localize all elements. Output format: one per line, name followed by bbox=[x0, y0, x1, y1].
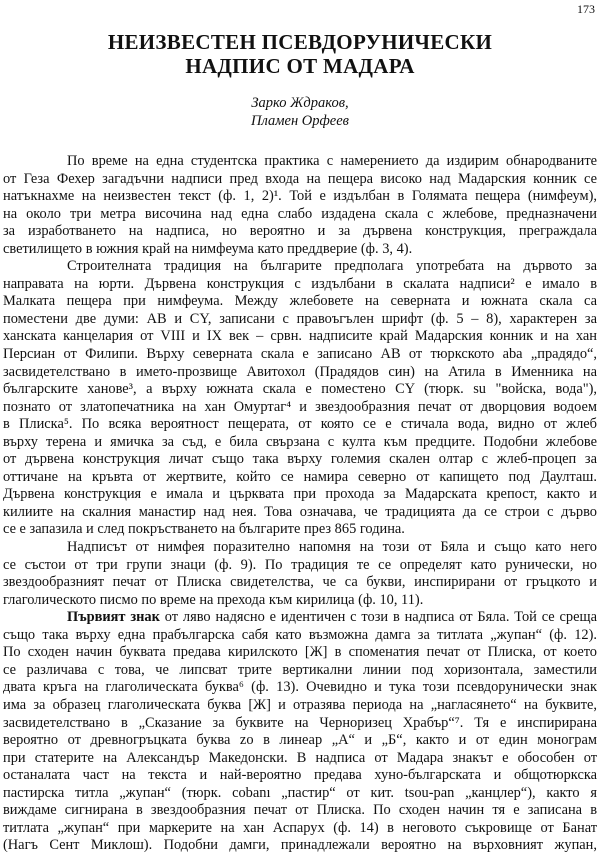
title-line-1: НЕИЗВЕСТЕН ПСЕВДОРУНИЧЕСКИ bbox=[107, 30, 493, 54]
text-line: се е запазила и след покръстването на българите през 865 година. bbox=[3, 521, 405, 538]
text-line: ханската канцелария от VIII и IX век – срвн. надписите край Мадарския конник и на хан bbox=[3, 328, 597, 345]
text-line: засвидетелствано в името-прозвище Авитохол (Прадядов син) на Атила в Именника на bbox=[3, 363, 597, 380]
text-line: вероятно от древногръцката буква zo в линеар „А“ и „Б“, както и от един монограм bbox=[3, 732, 597, 749]
text-line: се състои от три групи знаци (ф. 9). По традиция те се определят като рунически, но bbox=[3, 556, 597, 573]
text-line: направата на юрти. Дървена конструкция с издълбани в скалата надписи² е имало в bbox=[3, 275, 597, 292]
paragraph-1 bbox=[3, 153, 597, 258]
authors bbox=[0, 94, 600, 130]
text-line: По време на една студентска практика с намерението да издирим обнародваните bbox=[67, 153, 597, 169]
text-line: от дървена конструкция личат също така върху големия скален олтар с жлеб-процеп за bbox=[3, 451, 597, 468]
text-line: върху терена и ямичка за съд, е била свързана с култа към предците. Подобни жлебове bbox=[3, 433, 597, 450]
bold-lead: Първият знак bbox=[67, 609, 160, 626]
text-line: двата кръга на глаголическата буква⁶ (ф. 13). Очевидно и тука този псевдорунически знак bbox=[3, 679, 597, 696]
text-line: глаголическото писмо по време на прехода към кирилица (ф. 10, 11). bbox=[3, 591, 424, 608]
paragraph-3 bbox=[3, 539, 597, 609]
text-line: в Плиска⁵. По всяка вероятност пещерата, от която се е стичала вода, видно от жлеб bbox=[3, 416, 597, 433]
text-line: виждаме сигнирана в звездообразния печат от Плиска. По сходен начин тя е записана в bbox=[3, 802, 597, 819]
text-line: останалата част на текста и най-вероятно предава хуно-българската и общотюркска bbox=[3, 767, 597, 784]
text-line: Строителната традиция на българите предполага употребата на дървото за bbox=[67, 258, 597, 275]
text-line: Надписът от нимфея поразително напомня на този от Бяла и също като него bbox=[67, 539, 597, 556]
text-run: от ляво надясно е идентичен с този в надписа от Бяла. Той се среща bbox=[159, 609, 597, 626]
article-body bbox=[3, 153, 597, 855]
text-line: българските ханове³, а върху южната скала е поместено СY (тюрк. su "войска, вода"), bbox=[3, 381, 597, 398]
text-line: (Нагъ Сент Миклош). Подобни дамги, принадлежали вероятно на върховният жупан, bbox=[3, 837, 597, 854]
text-line: светилището в южния край на нимфеума като преддверие (ф. 3, 4). bbox=[3, 240, 413, 257]
paragraph-2 bbox=[3, 258, 597, 539]
text-line: килиите на скалния манастир над нея. Това означава, че традицията да се строи с дърво bbox=[3, 503, 597, 520]
text-line: се различава с това, че липсват трите вертикални линии под хоризонтала, заместили bbox=[3, 661, 597, 678]
text-line: звездообразният печат от Плиска свидетелства, че са букви, инспирирани от гръцкото и bbox=[3, 574, 597, 591]
author-1: Зарко Ждраков, bbox=[251, 95, 349, 111]
text-line: Малката пещера при нимфеума. Между жлебовете на северната и южната скала са bbox=[3, 293, 597, 310]
text-line: познато от златопечатника на хан Омуртаг⁴ и звездообразния печат от дворцовия водоем bbox=[3, 398, 597, 415]
text-line: По сходен начин буквата предава кирилското [Ж] в споменатия печат от Плиска, от което bbox=[3, 644, 597, 661]
text-line: има за образец глаголическата буква [Ж] и отразява периода на „нагласянето“ на буквите, bbox=[3, 696, 597, 713]
text-line: при статерите на Александър Македонски. В надписа от Мадара знакът е обособен от bbox=[3, 749, 597, 766]
text-line: поместени две думи: АВ и СY, записани с правоъгълен шрифт (ф. 5 – 8), характерен за bbox=[3, 310, 597, 327]
text-line: също така върху една прабългарска сабя като възможна дамга за титлата „жупан“ (ф. 12). bbox=[3, 626, 597, 643]
text-line: Дървена конструкция е имала и църквата при прохода за Мадарската крепост, както и bbox=[3, 486, 597, 503]
author-2: Пламен Орфеев bbox=[251, 113, 349, 129]
paragraph-4 bbox=[3, 609, 597, 855]
text-line: пастирска титла „жупан“ (тюрк. cobanı „пастир“ от кит. tsou-pan „канцлер“), както я bbox=[3, 784, 597, 801]
article-title bbox=[0, 30, 600, 78]
text-line: на около три метра височина над една слабо издадена скала с жлебове, предназначени bbox=[3, 205, 597, 222]
text-line: натъкнахме на неизвестен текст (ф. 1, 2)¹. Той е издълбан в Голямата пещера (нимфеум), bbox=[3, 188, 597, 205]
text-line: Персиан от Филипи. Върху северната скала е записано АВ от тюркското aba „прадядо“, bbox=[3, 346, 597, 363]
text-line: титлата „жупан“ при маркерите на хан Аспарух (ф. 14) в неговото съкровище от Банат bbox=[3, 819, 597, 836]
text-line bbox=[3, 609, 597, 627]
text-line: засвидетелствано в „Сказание за буквите на Черноризец Храбър“⁷. Тя е инспирирана bbox=[3, 714, 597, 731]
text-line: оттичане на кръвта от жертвите, който се намира северно от капището под Даулташ. bbox=[3, 468, 597, 485]
text-line: от Геза Фехер загадъчни надписи пред входа на пещера високо над Мадарския конник се bbox=[3, 170, 597, 187]
title-line-2: НАДПИС ОТ МАДАРА bbox=[185, 54, 415, 78]
page-number: 173 bbox=[577, 2, 595, 16]
text-line: за изработването на надписа, но вероятно и за дървена конструкция, преграждала bbox=[3, 223, 597, 240]
